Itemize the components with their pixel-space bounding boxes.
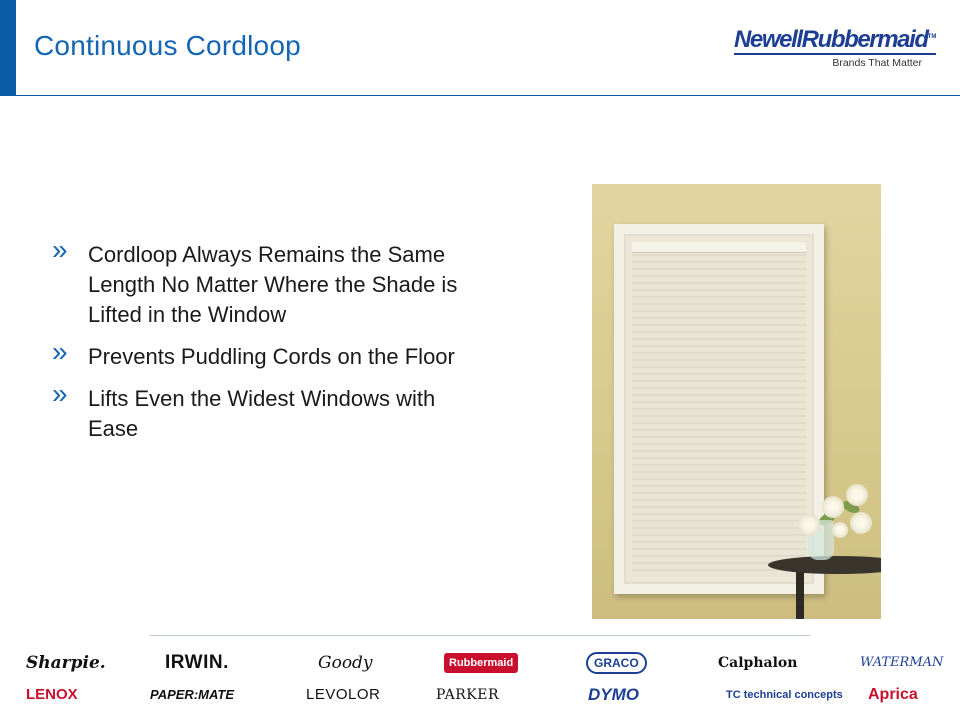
parker-logo: PARKER (436, 687, 500, 703)
window-frame-inner (624, 234, 814, 584)
sharpie-logo: Sharpie. (26, 653, 106, 673)
footer-divider (150, 635, 810, 636)
dymo-logo: DYMO (588, 685, 639, 704)
bullet-text: Cordloop Always Remains the Same Length No Matter Where the Shade is Lifted in the Window (88, 242, 458, 327)
flower (846, 484, 868, 506)
bullet-list (52, 234, 472, 456)
brand-logo-wordmark: NewellRubbermaid™ (734, 26, 937, 53)
chevron-bullet-icon: » (52, 378, 68, 409)
calphalon-logo: Calphalon (718, 655, 798, 671)
rubbermaid-logo: Rubbermaid (444, 653, 518, 673)
bullet-item (52, 336, 472, 372)
header-accent-bar (0, 0, 16, 96)
shade-headrail (632, 242, 806, 253)
bullet-item (52, 378, 472, 444)
flower (850, 512, 872, 534)
flower (832, 522, 848, 538)
flower (822, 496, 844, 518)
cellular-shade (632, 242, 806, 576)
bullet-text: Prevents Puddling Cords on the Floor (88, 344, 455, 369)
chevron-bullet-icon: » (52, 336, 68, 367)
aprica-logo: Aprica (868, 686, 918, 703)
brand-logo-strip (0, 648, 960, 712)
side-table-leg (796, 572, 804, 619)
chevron-bullet-icon: » (52, 234, 68, 265)
slide-title: Continuous Cordloop (34, 30, 301, 61)
window-shade-photo (592, 184, 881, 619)
graco-logo: GRACO (586, 652, 647, 674)
window-frame (614, 224, 824, 594)
brand-tagline: Brands That Matter (832, 57, 922, 69)
lenox-logo: LENOX (26, 686, 78, 703)
papermate-logo: PAPER:MATE (150, 687, 235, 702)
technical-concepts-logo: TC technical concepts (726, 689, 843, 701)
irwin-logo: IRWIN. (165, 652, 229, 673)
bullet-text: Lifts Even the Widest Windows with Ease (88, 386, 436, 441)
levolor-logo: LEVOLOR (306, 686, 381, 703)
flower (798, 514, 820, 536)
newell-rubbermaid-logo (734, 26, 937, 69)
brand-logo-text: NewellRubbermaid (734, 26, 928, 53)
waterman-logo: WATERMAN (860, 655, 944, 670)
header-divider (16, 95, 960, 96)
goody-logo: Goody (318, 653, 373, 673)
bullet-item (52, 234, 472, 330)
